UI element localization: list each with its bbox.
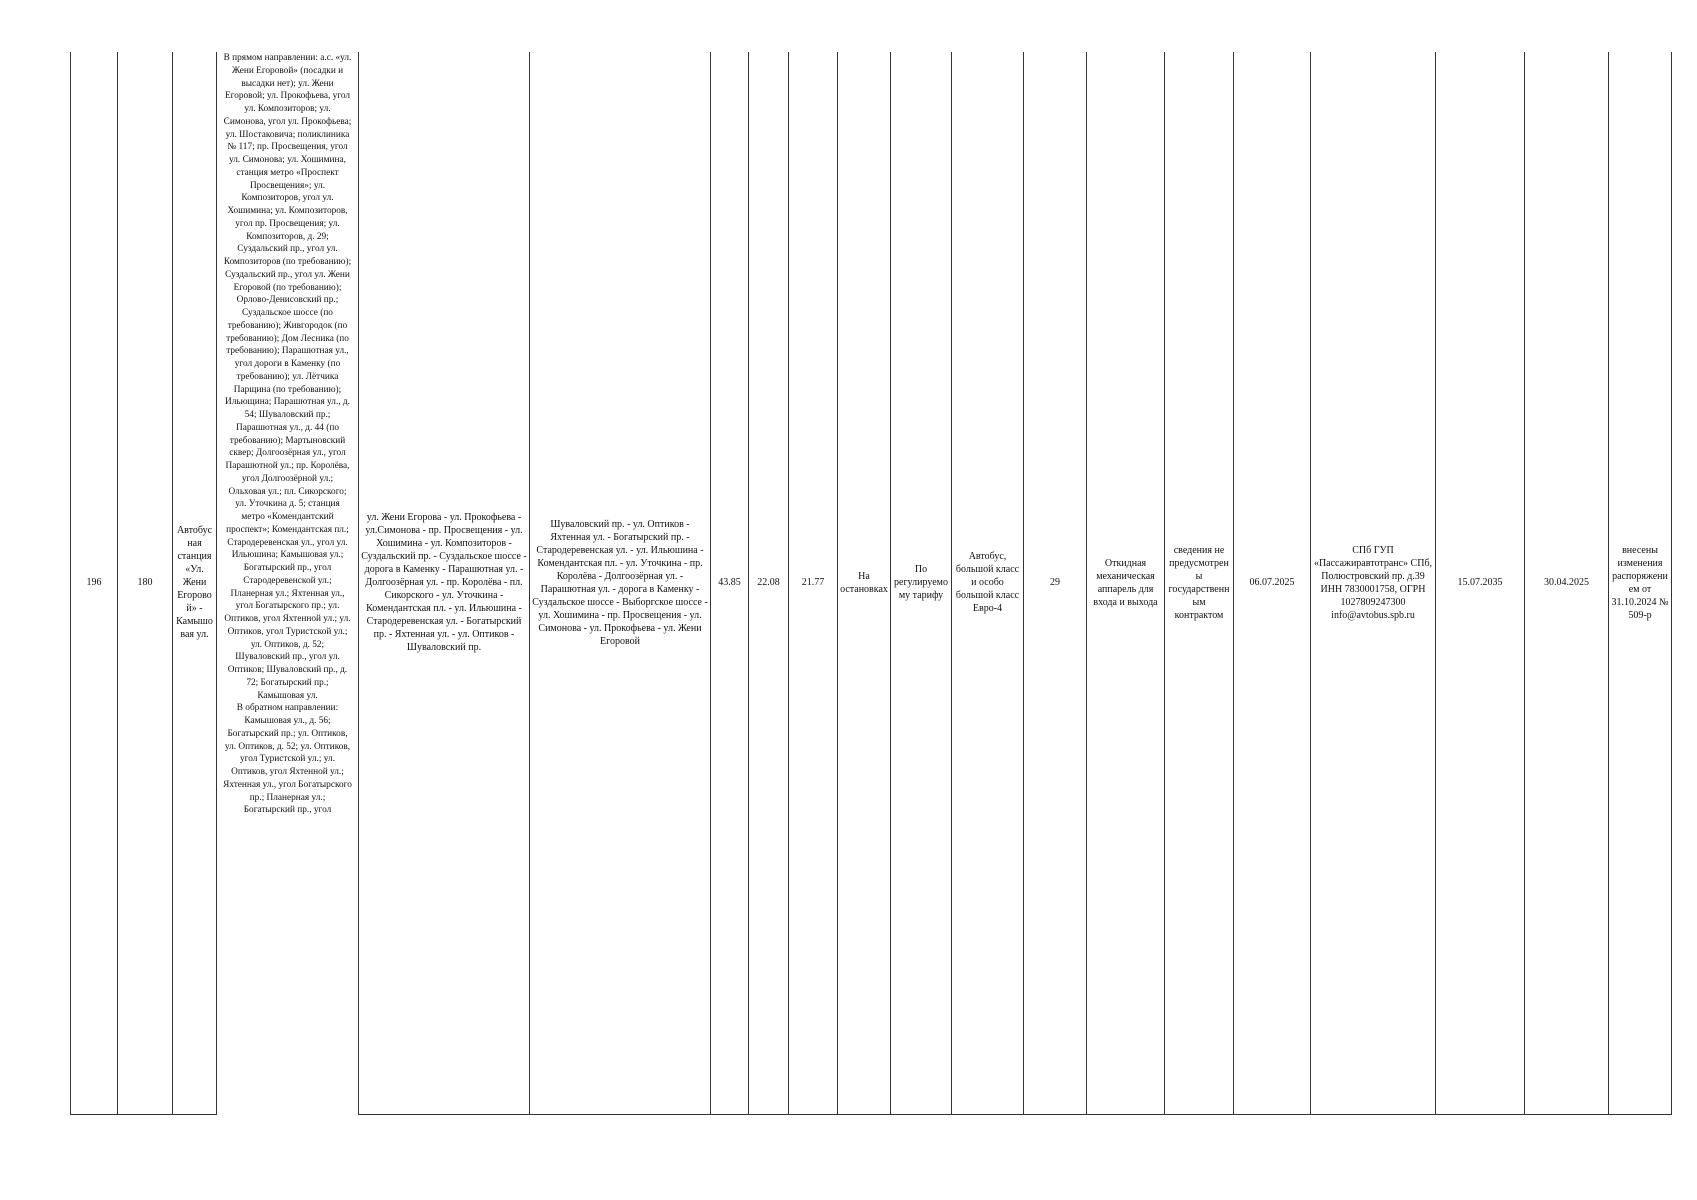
ramp-type-cell: Откидная механическая аппарель для входа и выхода — [1087, 52, 1165, 1114]
contract-info-cell: сведения не предусмотрены государственным контрактом — [1165, 52, 1234, 1114]
route-registry-table — [70, 52, 1672, 1115]
operator-cell: СПб ГУП «Пассажиравтотранс» СПб, Полюстровский пр. д.39 ИНН 7830001758, ОГРН 1027809247300 info@avtobus.spb.ru — [1311, 52, 1436, 1114]
stops-reverse-text: В обратном направлении: Камышовая ул., д. 56; Богатырский пр.; ул. Оптиков, ул. Оптиков, д. 52; ул. Оптиков, угол Туристской ул.; ул. Оптиков, угол Яхтенной ул.; Яхтенная ул., угол Богатырского пр.; Планерная ул.; Богатырский пр., угол — [223, 703, 352, 816]
reg-number-cell: 196 — [71, 52, 118, 1114]
note-cell: внесены изменения распоряжением от 31.10.2024 № 509-р — [1609, 52, 1672, 1114]
streets-forward-cell: ул. Жени Егорова - ул. Прокофьева - ул.Симонова - пр. Просвещения - ул. Хошимина - ул. Композиторов - Суздальский пр. - Суздальское шоссе - дорога в Каменку - Парашютная ул. - Долгоозёрная ул. - пр. Королёва - пл. Сикорского - ул. Уточкина - Комендантская пл. - ул. Ильюшина - Стародеревенская ул. - Богатырский пр. - Яхтенная ул. - ул. Оптиков - Шуваловский пр. — [359, 52, 530, 1114]
change-date-cell: 30.04.2025 — [1525, 52, 1609, 1114]
stops-forward-text: В прямом направлении: а.с. «ул. Жени Егоровой» (посадки и высадки нет); ул. Жени Егоровой; ул. Прокофьева, угол ул. Композиторов; ул. Симонова, угол ул. Прокофьева; ул. Шостаковича; поликлиника № 117; пр. Просвещения, угол ул. Симонова; ул. Хошимина, станция метро «Проспект Просвещения»; ул. Композиторов, угол ул. Хошимина; ул. Композиторов, угол пр. Просвещения; ул. Композиторов, д. 29; Суздальский пр., угол ул. Композиторов (по требованию); Суздальский пр., угол ул. Жени Егоровой (по требованию); Орлово-Денисовский пр.; Суздальское шоссе (по требованию); Живгородок (по требованию); Дом Лесника (по требованию); Парашютная ул., угол дороги в Каменку (по требованию); ул. Лётчика Парщина (по требованию); Ильющина; Парашютная ул., д. 54; Шуваловский пр.; Парашютная ул., д. 44 (по требованию); Мартыновский сквер; Долгоозёрная ул., угол Парашютной ул.; пр. Королёва, угол Долгоозёрной ул.; Ольховая ул.; пл. Сикорского; ул. Уточкина д. 5; станция метро «Комендантский проспект»; Комендантская пл.; Стародеревенская ул., угол ул. Ильюшина; Камышовая ул.; Богатырский пр., угол Стародеревенской ул.; Планерная ул.; Яхтенная ул., угол Богатырского пр.; ул. Оптиков, угол Яхтенной ул.; ул. Оптиков, угол Туристской ул.; ул. Оптиков, д. 52; Шуваловский пр., угол ул. Оптиков; Шуваловский пр., д. 72; Богатырский пр.; Камышовая ул. — [223, 53, 352, 701]
route-name-cell: Автобусная станция «Ул. Жени Егоровой» - Камышовая ул. — [173, 52, 217, 1114]
length-forward-cell: 43.85 — [711, 52, 749, 1114]
tariff-type-cell: По регулируемому тарифу — [891, 52, 952, 1114]
length-reverse-cell: 22.08 — [749, 52, 789, 1114]
route-number-cell: 180 — [118, 52, 173, 1114]
end-date-cell: 15.07.2035 — [1436, 52, 1525, 1114]
start-date-cell: 06.07.2025 — [1234, 52, 1311, 1114]
table-row — [71, 52, 1672, 1114]
boarding-order-cell: На остановках — [838, 52, 891, 1114]
streets-reverse-cell: Шуваловский пр. - ул. Оптиков - Яхтенная ул. - Богатырский пр. - Стародеревенская ул. - ул. Ильюшина - Комендантская пл. - ул. Уточкина - пр. Королёва - Долгоозёрная ул. - Парашютная ул. - дорога в Каменку - Суздальское шоссе - Выборгское шоссе - ул. Хошимина - пр. Просвещения - ул. Симонова - ул. Прокофьева - ул. Жени Егоровой — [530, 52, 711, 1114]
vehicle-count-cell: 29 — [1024, 52, 1087, 1114]
vehicle-class-cell: Автобус, большой класс и особо большой класс Евро-4 — [952, 52, 1024, 1114]
stops-cell — [217, 52, 359, 1114]
length-total-cell: 21.77 — [789, 52, 838, 1114]
